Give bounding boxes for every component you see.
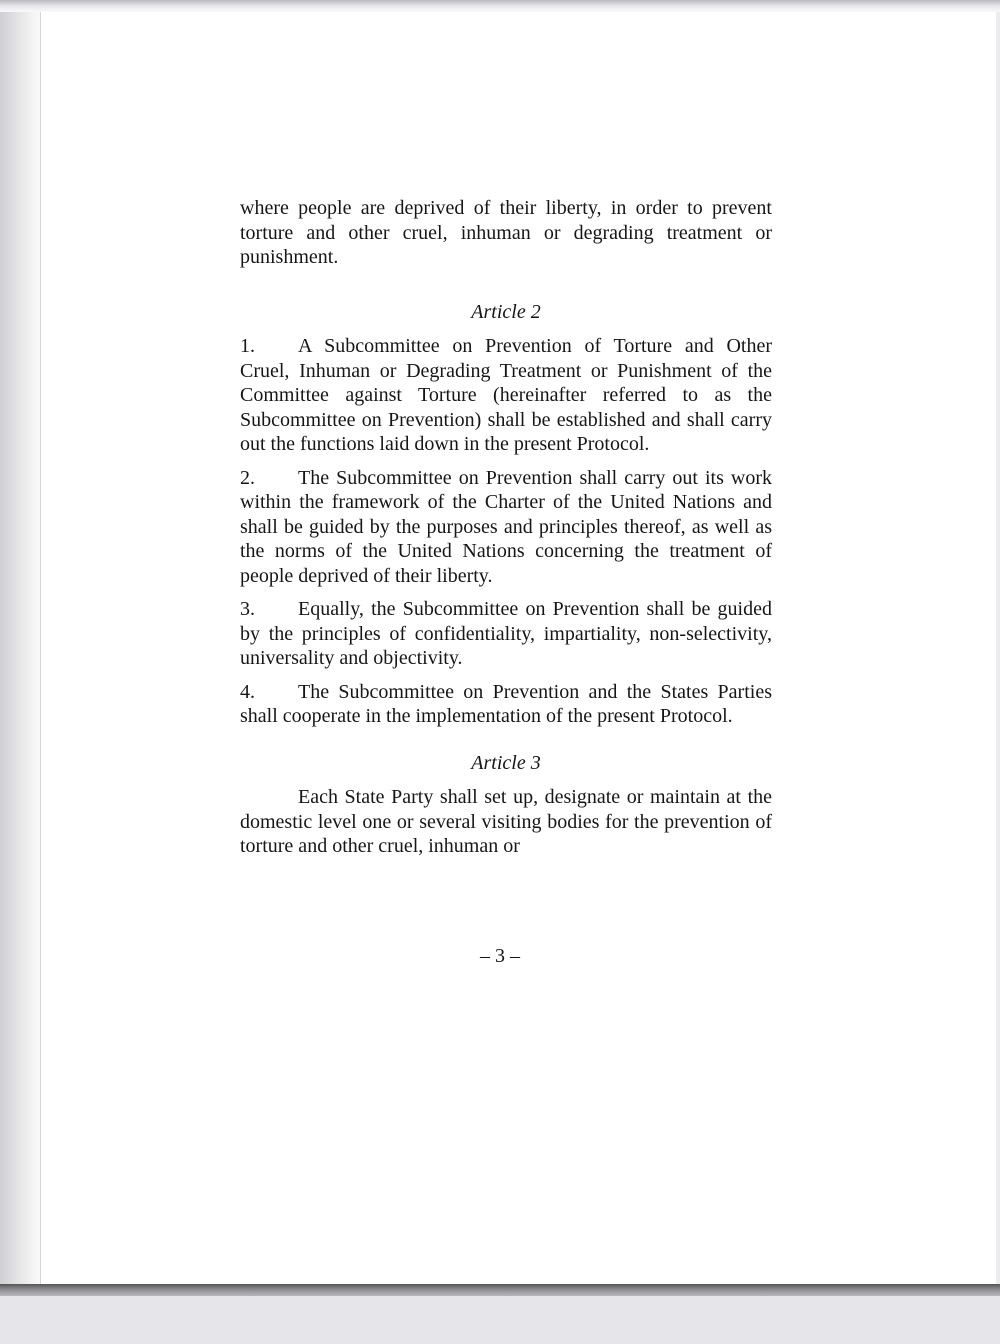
article-2-paragraph-1 [240, 334, 772, 457]
paragraph-number: 3. [240, 598, 255, 620]
paragraph-text: Equally, the Subcommittee on Prevention shall be guided by the principles of confidentiality, impartiality, non-selectivity, universality and objectivity. [240, 598, 772, 669]
paragraph-text: The Subcommittee on Prevention shall carry out its work within the framework of the Charter of the United Nations and shall be guided by the purposes and principles thereof, as well as the norms of the United Nations concerning the treatment of people deprived of their liberty. [240, 466, 772, 587]
paragraph-text: The Subcommittee on Prevention and the States Parties shall cooperate in the implementation of the present Protocol. [240, 680, 772, 727]
document-body [240, 196, 772, 868]
page-number: – 3 – [480, 945, 520, 967]
article-2-heading: Article 2 [471, 300, 541, 323]
article-3-paragraph: Each State Party shall set up, designate or maintain at the domestic level one or several visiting bodies for the prevention of torture and other cruel, inhuman or [240, 786, 772, 857]
page-top-edge [0, 0, 1000, 12]
paragraph-number: 2. [240, 466, 255, 489]
article-2-paragraph-3 [240, 597, 772, 671]
article-2-paragraph-4 [240, 680, 772, 729]
paragraph-number: 4. [240, 680, 255, 703]
article-3-heading: Article 3 [471, 751, 541, 774]
page-bottom-shadow [0, 1284, 1000, 1296]
intro-paragraph: where people are deprived of their liberty, in order to prevent torture and other cruel, inhuman or degrading treatment or punishment. [240, 197, 772, 268]
article-2-paragraph-2 [240, 466, 772, 589]
scanner-bed [0, 1296, 1000, 1344]
paragraph-text: A Subcommittee on Prevention of Torture and Other Cruel, Inhuman or Degrading Treatment or Punishment of the Committee against Torture (hereinafter referred to as the Subcommittee on Prevention) shall be established and shall carry out the functions laid down in the present Protocol. [240, 335, 772, 455]
paragraph-number: 1. [240, 335, 255, 357]
